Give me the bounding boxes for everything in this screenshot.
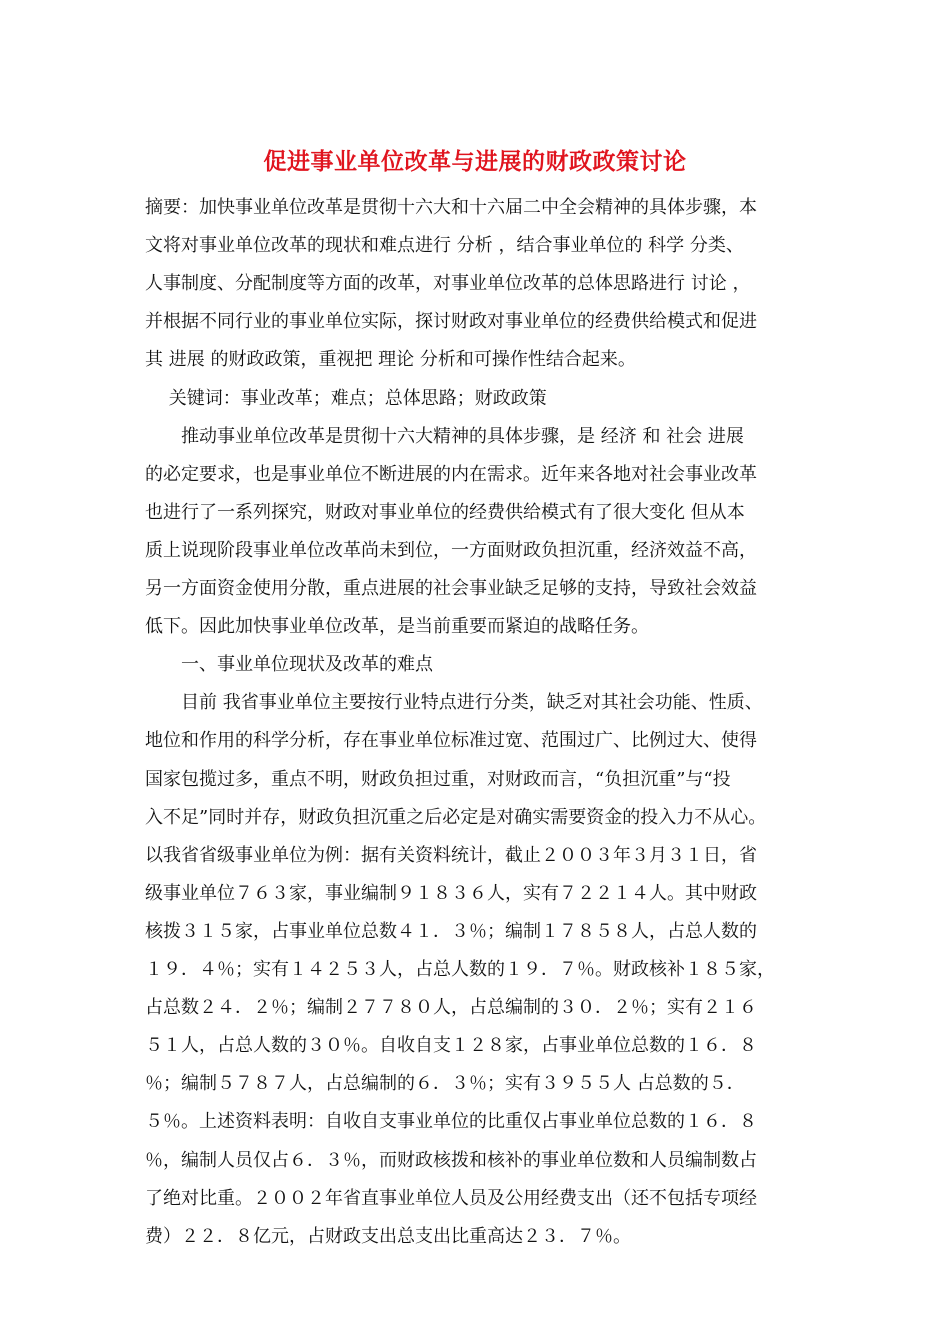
text-line: 以我省省级事业单位为例：据有关资料统计，截止２００３年３月３１日，省 bbox=[145, 844, 757, 866]
text-line: 国家包揽过多，重点不明，财政负担过重，对财政而言，“负担沉重”与“投 bbox=[145, 768, 731, 790]
text-line: 一、事业单位现状及改革的难点 bbox=[145, 654, 433, 676]
text-line: 核拨３１５家，占事业单位总数４１．３％；编制１７８５８人，占总人数的 bbox=[145, 920, 757, 942]
text-line: 并根据不同行业的事业单位实际，探讨财政对事业单位的经费供给模式和促进 bbox=[145, 311, 757, 333]
text-line: 文将对事业单位改革的现状和难点进行 分析 ，结合事业单位的 科学 分类、 bbox=[145, 235, 744, 257]
text-line: 质上说现阶段事业单位改革尚未到位，一方面财政负担沉重，经济效益不高， bbox=[145, 539, 757, 561]
text-line: 目前 我省事业单位主要按行业特点进行分类，缺乏对其社会功能、性质、 bbox=[145, 692, 763, 714]
text-line: 地位和作用的科学分析，存在事业单位标准过宽、范围过广、比例过大、使得 bbox=[145, 730, 757, 752]
text-line: 推动事业单位改革是贯彻十六大精神的具体步骤，是 经济 和 社会 进展 bbox=[145, 425, 744, 447]
document-title: 促进事业单位改革与进展的财政政策讨论 bbox=[263, 148, 687, 175]
text-line: 的必定要求，也是事业单位不断进展的内在需求。近年来各地对社会事业改革 bbox=[145, 463, 757, 485]
text-line: 也进行了一系列探究，财政对事业单位的经费供给模式有了很大变化 但从本 bbox=[145, 501, 745, 523]
text-line: 摘要：加快事业单位改革是贯彻十六大和十六届二中全会精神的具体步骤，本 bbox=[145, 197, 757, 218]
text-line: ５％。上述资料表明：自收自支事业单位的比重仅占事业单位总数的１６．８ bbox=[145, 1111, 757, 1133]
text-line: 人事制度、分配制度等方面的改革，对事业单位改革的总体思路进行 讨论 ， bbox=[145, 273, 751, 295]
text-line: 占总数２４．２％；编制２７７８０人，占总编制的３０．２％；实有２１６ bbox=[145, 997, 757, 1019]
text-line: 入不足”同时并存，财政负担沉重之后必定是对确实需要资金的投入力不从心。 bbox=[145, 806, 767, 828]
text-line: 其 进展 的财政政策，重视把 理论 分析和可操作性结合起来。 bbox=[145, 349, 636, 371]
text-line: ５１人，占总人数的３０％。自收自支１２８家，占事业单位总数的１６．８ bbox=[145, 1035, 757, 1057]
text-line: 低下。因此加快事业单位改革，是当前重要而紧迫的战略任务。 bbox=[145, 616, 649, 638]
text-line: 级事业单位７６３家，事业编制９１８３６人，实有７２２１４人。其中财政 bbox=[145, 882, 757, 904]
text-line: 关键词：事业改革；难点；总体思路；财政政策 bbox=[145, 387, 547, 409]
text-line: 另一方面资金使用分散，重点进展的社会事业缺乏足够的支持，导致社会效益 bbox=[145, 578, 757, 599]
text-line: ％，编制人员仅占６．３％，而财政核拨和核补的事业单位数和人员编制数占 bbox=[145, 1149, 757, 1171]
text-line: 费）２２．８亿元，占财政支出总支出比重高达２３．７％。 bbox=[145, 1225, 631, 1247]
text-line: 了绝对比重。２００２年省直事业单位人员及公用经费支出（还不包括专项经 bbox=[145, 1187, 757, 1209]
text-line: ％；编制５７８７人，占总编制的６．３％；实有３９５５人 占总数的５． bbox=[145, 1073, 745, 1095]
text-line: １９．４％；实有１４２５３人，占总人数的１９．７％。财政核补１８５家， bbox=[145, 959, 775, 980]
